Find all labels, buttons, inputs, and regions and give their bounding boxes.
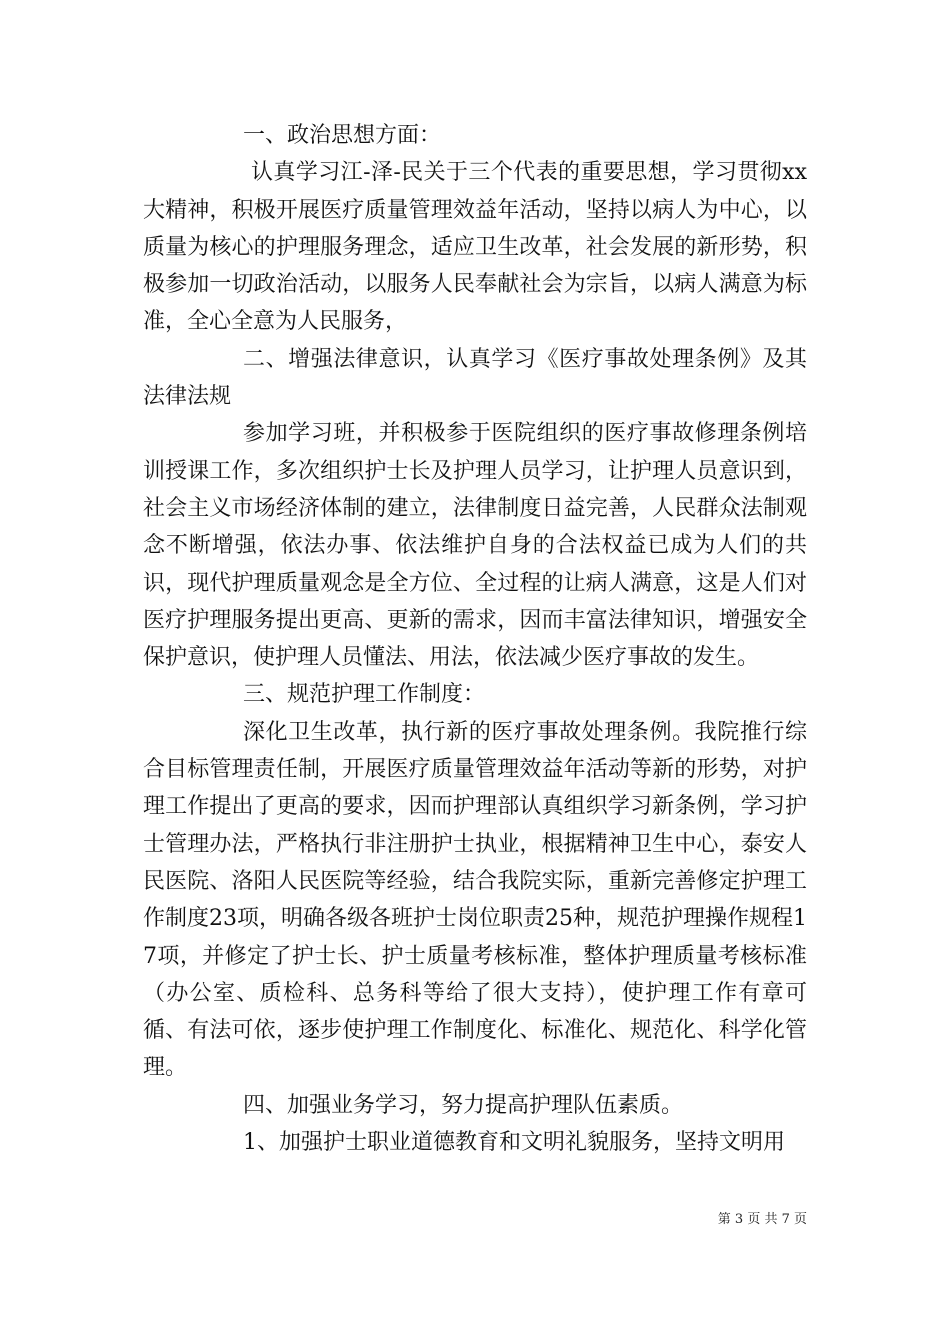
paragraph-political: 认真学习江-泽-民关于三个代表的重要思想，学习贯彻xx大精神，积极开展医疗质量管理效益年活动，坚持以病人为中心，以质量为核心的护理服务理念，适应卫生改革，社会发展的新形势，积极参加一切政治活动，以服务人民奉献社会为宗旨，以病人满意为标准，全心全意为人民服务， [143, 160, 807, 335]
heading-study: 四、加强业务学习，努力提高护理队伍素质。 [243, 1092, 684, 1118]
paragraph-legal: 参加学习班，并积极参于医院组织的医疗事故修理条例培训授课工作，多次组织护士长及护理人员学习，让护理人员意识到，社会主义市场经济体制的建立，法律制度日益完善，人民群众法制观念不断增强，依法办事、依法维护自身的合法权益已成为人们的共识，现代护理质量观念是全方位、全过程的让病人满意，这是人们对医疗护理服务提出更高、更新的需求，因而丰富法律知识，增强安全保护意识，使护理人员懂法、用法，依法减少医疗事故的发生。 [143, 421, 807, 671]
paragraph-rules: 深化卫生改革，执行新的医疗事故处理条例。我院推行综合目标管理责任制，开展医疗质量管理效益年活动等新的形势，对护理工作提出了更高的要求，因而护理部认真组织学习新条例，学习护士管理办法，严格执行非注册护士执业，根据精神卫生中心，泰安人民医院、洛阳人民医院等经验，结合我院实际，重新完善修定护理工作制度23项，明确各级各班护士岗位职责25种，规范护理操作规程17项，并修定了护士长、护士质量考核标准，整体护理质量考核标准（办公室、质检科、总务科等给了很大支持），使护理工作有章可循、有法可依，逐步使护理工作制度化、标准化、规范化、科学化管理。 [143, 719, 807, 1081]
page-number: 第 3 页 共 7 页 [717, 1212, 807, 1227]
document-body [143, 117, 807, 1161]
heading-rules: 三、规范护理工作制度： [243, 682, 486, 708]
heading-legal: 二、增强法律意识，认真学习《医疗事故处理条例》及其法律法规 [143, 346, 807, 410]
heading-political: 一、政治思想方面： [243, 123, 442, 148]
paragraph-study-item-1: 1、加强护士职业道德教育和文明礼貌服务，坚持文明用 [243, 1130, 785, 1156]
